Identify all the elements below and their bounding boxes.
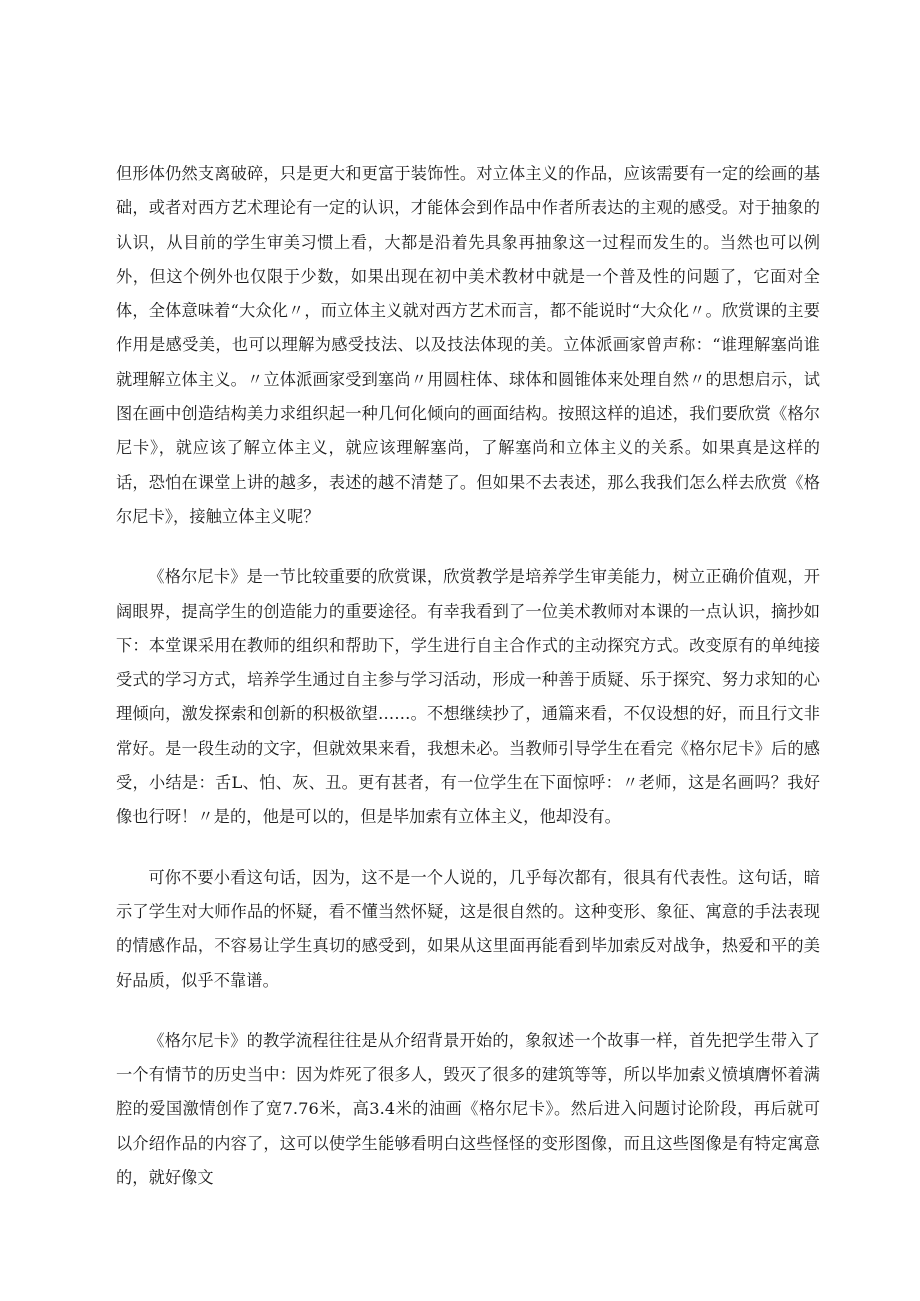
paragraph-1: 但形体仍然支离破碎，只是更大和更富于装饰性。对立体主义的作品，应该需要有一定的绘画的基础，或者对西方艺术理论有一定的认识，才能体会到作品中作者所表达的主观的感受。对于抽象的认识，从目前的学生审美习惯上看，大都是沿着先具象再抽象这一过程而发生的。当然也可以例外，但这个例外也仅限于少数，如果出现在初中美术教材中就是一个普及性的问题了，它面对全体，全体意味着“大众化〃，而立体主义就对西方艺术而言，都不能说时“大众化〃。欣赏课的主要作用是感受美，也可以理解为感受技法、以及技法体现的美。立体派画家曾声称：“谁理解塞尚谁就理解立体主义。〃立体派画家受到塞尚〃用圆柱体、球体和圆锥体来处理自然〃的思想启示，试图在画中创造结构美力求组织起一种几何化倾向的画面结构。按照这样的追述，我们要欣赏《格尔尼卡》，就应该了解立体主义，就应该理解塞尚，了解塞尚和立体主义的关系。如果真是这样的话，恐怕在课堂上讲的越多，表述的越不清楚了。但如果不去表述，那么我我们怎么样去欣赏《格尔尼卡》，接触立体主义呢？ (116, 164, 820, 526)
paragraph-4: 《格尔尼卡》的教学流程往往是从介绍背景开始的，象叙述一个故事一样，首先把学生带入了一个有情节的历史当中：因为炸死了很多人，毁灭了很多的建筑等等，所以毕加索义愤填膺怀着满腔的爱国激情创作了宽7.76米，高3.4米的油画《格尔尼卡》。然后进入问题讨论阶段，再后就可以介绍作品的内容了，这可以使学生能够看明白这些怪怪的变形图像，而且这些图像是有特定寓意的，就好像文 (116, 1030, 820, 1188)
paragraph-gap (116, 998, 820, 1024)
paragraph-2: 《格尔尼卡》是一节比较重要的欣赏课，欣赏教学是培养学生审美能力，树立正确价值观，开阔眼界，提高学生的创造能力的重要途径。有幸我看到了一位美术教师对本课的一点认识，摘抄如下：本堂课采用在教师的组织和帮助下，学生进行自主合作式的主动探究方式。改变原有的单纯接受式的学习方式，培养学生通过自主参与学习活动，形成一种善于质疑、乐于探究、努力求知的心理倾向，激发探索和创新的积极欲望……。不想继续抄了，通篇来看，不仅设想的好，而且行文非常好。是一段生动的文字，但就效果来看，我想未必。当教师引导学生在看完《格尔尼卡》后的感受，小结是：舌L、怕、灰、丑。更有甚者，有一位学生在下面惊呼：〃老师，这是名画吗？我好像也行呀！〃是的，他是可以的，但是毕加索有立体主义，他却没有。 (116, 567, 820, 827)
paragraph-gap (116, 835, 820, 861)
paragraph-3: 可你不要小看这句话，因为，这不是一个人说的，几乎每次都有，很具有代表性。这句话，暗示了学生对大师作品的怀疑，看不懂当然怀疑，这是很自然的。这种变形、象征、寓意的手法表现的情感作品，不容易让学生真切的感受到，如果从这里面再能看到毕加索反对战争，热爱和平的美好品质，似乎不靠谱。 (116, 867, 820, 990)
paragraph-gap (116, 534, 820, 560)
body-text (116, 157, 820, 1195)
